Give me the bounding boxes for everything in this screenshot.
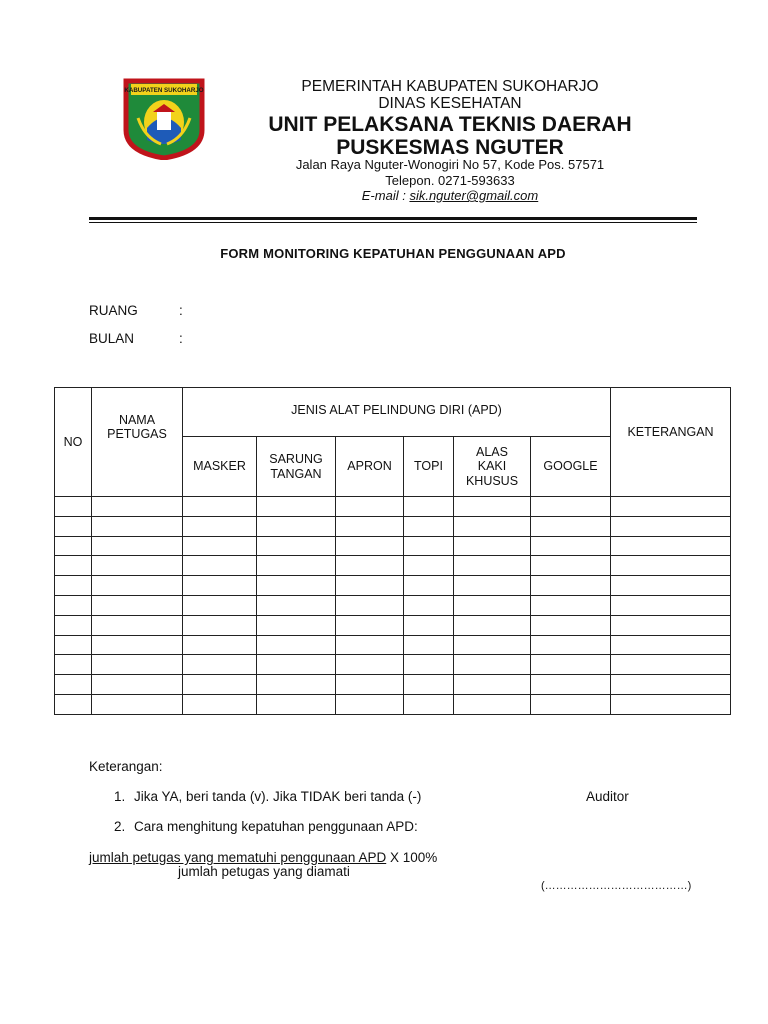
table-cell[interactable]	[336, 595, 404, 615]
table-cell[interactable]	[257, 615, 336, 635]
table-cell[interactable]	[55, 556, 92, 576]
table-cell[interactable]	[257, 635, 336, 655]
auditor-label: Auditor	[586, 789, 629, 804]
table-cell[interactable]	[183, 655, 257, 675]
table-cell[interactable]	[404, 694, 454, 714]
table-cell[interactable]	[454, 595, 531, 615]
table-row	[55, 556, 731, 576]
logo-text: KABUPATEN SUKOHARJO	[124, 87, 204, 94]
table-cell[interactable]	[611, 675, 731, 695]
table-cell[interactable]	[454, 675, 531, 695]
table-cell[interactable]	[55, 655, 92, 675]
header-puskesmas: PUSKESMAS NGUTER	[336, 136, 564, 159]
table-cell[interactable]	[183, 516, 257, 536]
table-cell[interactable]	[92, 675, 183, 695]
auditor-signature-placeholder: (…………………………………)	[541, 880, 692, 892]
table-cell[interactable]	[611, 516, 731, 536]
table-cell[interactable]	[611, 655, 731, 675]
table-cell[interactable]	[531, 694, 611, 714]
formula-denominator: jumlah petugas yang diamati	[178, 864, 350, 879]
table-cell[interactable]	[611, 536, 731, 556]
table-cell[interactable]	[92, 497, 183, 517]
table-cell[interactable]	[531, 635, 611, 655]
table-cell[interactable]	[55, 497, 92, 517]
table-cell[interactable]	[611, 635, 731, 655]
note-2-text: Cara menghitung kepatuhan penggunaan APD:	[134, 819, 418, 834]
table-cell[interactable]	[55, 576, 92, 596]
notes-label: Keterangan:	[89, 759, 163, 774]
note-1-text: Jika YA, beri tanda (v). Jika TIDAK beri tanda (-)	[134, 789, 422, 804]
field-bulan-label: BULAN	[89, 331, 135, 346]
table-cell[interactable]	[183, 576, 257, 596]
field-ruang-label: RUANG	[89, 303, 138, 318]
table-cell[interactable]	[611, 595, 731, 615]
field-ruang-colon: :	[179, 303, 183, 318]
table-cell[interactable]	[55, 694, 92, 714]
col-nama-petugas-label: NAMA PETUGAS	[107, 412, 167, 441]
kabupaten-sukoharjo-logo	[123, 78, 205, 160]
table-cell[interactable]	[92, 595, 183, 615]
table-cell[interactable]	[404, 615, 454, 635]
table-cell[interactable]	[404, 576, 454, 596]
table-cell[interactable]	[257, 556, 336, 576]
col-nama-petugas	[92, 388, 183, 497]
table-row	[55, 516, 731, 536]
sub-col-sarung-tangan	[257, 437, 336, 497]
apd-monitoring-table	[54, 387, 731, 715]
table-cell[interactable]	[257, 595, 336, 615]
table-cell[interactable]	[92, 556, 183, 576]
table-row	[55, 655, 731, 675]
table-cell[interactable]	[257, 675, 336, 695]
table-cell[interactable]	[183, 635, 257, 655]
table-cell[interactable]	[531, 536, 611, 556]
table-cell[interactable]	[454, 536, 531, 556]
sub-col-masker: MASKER	[183, 437, 257, 497]
table-cell[interactable]	[611, 497, 731, 517]
table-row	[55, 536, 731, 556]
table-cell[interactable]	[183, 497, 257, 517]
table-cell[interactable]	[183, 694, 257, 714]
table-cell[interactable]	[92, 635, 183, 655]
table-cell[interactable]	[454, 615, 531, 635]
table-cell[interactable]	[183, 536, 257, 556]
table-cell[interactable]	[257, 694, 336, 714]
table-cell[interactable]	[257, 576, 336, 596]
table-cell[interactable]	[454, 635, 531, 655]
table-cell[interactable]	[183, 595, 257, 615]
table-cell[interactable]	[55, 536, 92, 556]
col-keterangan-label: KETERANGAN	[627, 424, 714, 439]
table-cell[interactable]	[454, 655, 531, 675]
table-cell[interactable]	[336, 497, 404, 517]
table-cell[interactable]	[92, 655, 183, 675]
table-cell[interactable]	[92, 576, 183, 596]
sub-col-apron: APRON	[336, 437, 404, 497]
table-cell[interactable]	[257, 536, 336, 556]
table-cell[interactable]	[92, 516, 183, 536]
table-cell[interactable]	[404, 556, 454, 576]
formula-numerator: jumlah petugas yang mematuhi penggunaan APD	[89, 850, 387, 865]
formula-multiplier: X 100%	[386, 850, 438, 865]
header-unit: UNIT PELAKSANA TEKNIS DAERAH	[268, 113, 632, 136]
table-cell[interactable]	[336, 576, 404, 596]
email-label: E-mail :	[361, 188, 410, 203]
header-rule-thin	[89, 222, 697, 223]
table-cell[interactable]	[404, 635, 454, 655]
table-cell[interactable]	[404, 675, 454, 695]
table-cell[interactable]	[404, 516, 454, 536]
table-cell[interactable]	[92, 694, 183, 714]
sub-col-topi: TOPI	[404, 437, 454, 497]
table-cell[interactable]	[404, 497, 454, 517]
table-cell[interactable]	[531, 615, 611, 635]
table-cell[interactable]	[55, 615, 92, 635]
table-cell[interactable]	[454, 576, 531, 596]
table-cell[interactable]	[336, 655, 404, 675]
table-cell[interactable]	[55, 516, 92, 536]
table-cell[interactable]	[336, 615, 404, 635]
table-cell[interactable]	[454, 556, 531, 576]
note-2-number: 2.	[114, 819, 126, 834]
table-row	[55, 615, 731, 635]
table-cell[interactable]	[336, 516, 404, 536]
sub-col-alas-kaki-khusus	[454, 437, 531, 497]
table-cell[interactable]	[454, 497, 531, 517]
sub-col-alas-kaki-khusus-label: ALAS KAKI KHUSUS	[465, 444, 519, 488]
table-cell[interactable]	[336, 556, 404, 576]
table-cell[interactable]	[531, 556, 611, 576]
table-cell[interactable]	[55, 595, 92, 615]
table-cell[interactable]	[257, 655, 336, 675]
header-government: PEMERINTAH KABUPATEN SUKOHARJO	[301, 78, 599, 95]
col-keterangan	[611, 388, 731, 497]
table-row	[55, 675, 731, 695]
apd-table-body	[55, 497, 731, 715]
table-cell[interactable]	[611, 556, 731, 576]
table-cell[interactable]	[336, 536, 404, 556]
table-cell[interactable]	[336, 675, 404, 695]
table-cell[interactable]	[336, 635, 404, 655]
table-cell[interactable]	[183, 675, 257, 695]
sub-col-google: GOOGLE	[531, 437, 611, 497]
table-cell[interactable]	[611, 576, 731, 596]
table-cell[interactable]	[531, 675, 611, 695]
field-bulan-colon: :	[179, 331, 183, 346]
header-rule-thick	[89, 217, 697, 220]
table-cell[interactable]	[531, 497, 611, 517]
header-address: Jalan Raya Nguter-Wonogiri No 57, Kode Pos. 57571	[295, 157, 605, 172]
table-cell[interactable]	[55, 675, 92, 695]
table-cell[interactable]	[257, 516, 336, 536]
table-cell[interactable]	[531, 595, 611, 615]
table-row	[55, 497, 731, 517]
table-cell[interactable]	[404, 595, 454, 615]
formula-numerator-line	[89, 850, 437, 865]
table-row	[55, 694, 731, 714]
table-cell[interactable]	[404, 655, 454, 675]
header-email-line	[200, 188, 700, 203]
form-title: FORM MONITORING KEPATUHAN PENGGUNAAN APD	[220, 246, 566, 261]
header-department: DINAS KESEHATAN	[378, 95, 522, 112]
table-cell[interactable]	[611, 615, 731, 635]
note-1-number: 1.	[114, 789, 126, 804]
table-cell[interactable]	[92, 536, 183, 556]
table-cell[interactable]	[454, 694, 531, 714]
table-cell[interactable]	[183, 556, 257, 576]
table-cell[interactable]	[531, 576, 611, 596]
email-link[interactable]: sik.nguter@gmail.com	[409, 188, 539, 203]
col-group-apd-label: JENIS ALAT PELINDUNG DIRI (APD)	[291, 402, 502, 417]
table-cell[interactable]	[531, 516, 611, 536]
table-cell[interactable]	[454, 516, 531, 536]
table-cell[interactable]	[336, 694, 404, 714]
col-no: NO	[55, 388, 92, 497]
table-cell[interactable]	[55, 635, 92, 655]
table-cell[interactable]	[404, 536, 454, 556]
table-cell[interactable]	[531, 655, 611, 675]
sub-col-sarung-tangan-label: SARUNG TANGAN	[269, 452, 323, 481]
table-row	[55, 635, 731, 655]
table-row	[55, 576, 731, 596]
header-phone: Telepon. 0271-593633	[385, 173, 515, 188]
table-cell[interactable]	[183, 615, 257, 635]
table-cell[interactable]	[611, 694, 731, 714]
table-row	[55, 595, 731, 615]
table-cell[interactable]	[92, 615, 183, 635]
table-cell[interactable]	[257, 497, 336, 517]
col-group-apd	[183, 388, 611, 437]
